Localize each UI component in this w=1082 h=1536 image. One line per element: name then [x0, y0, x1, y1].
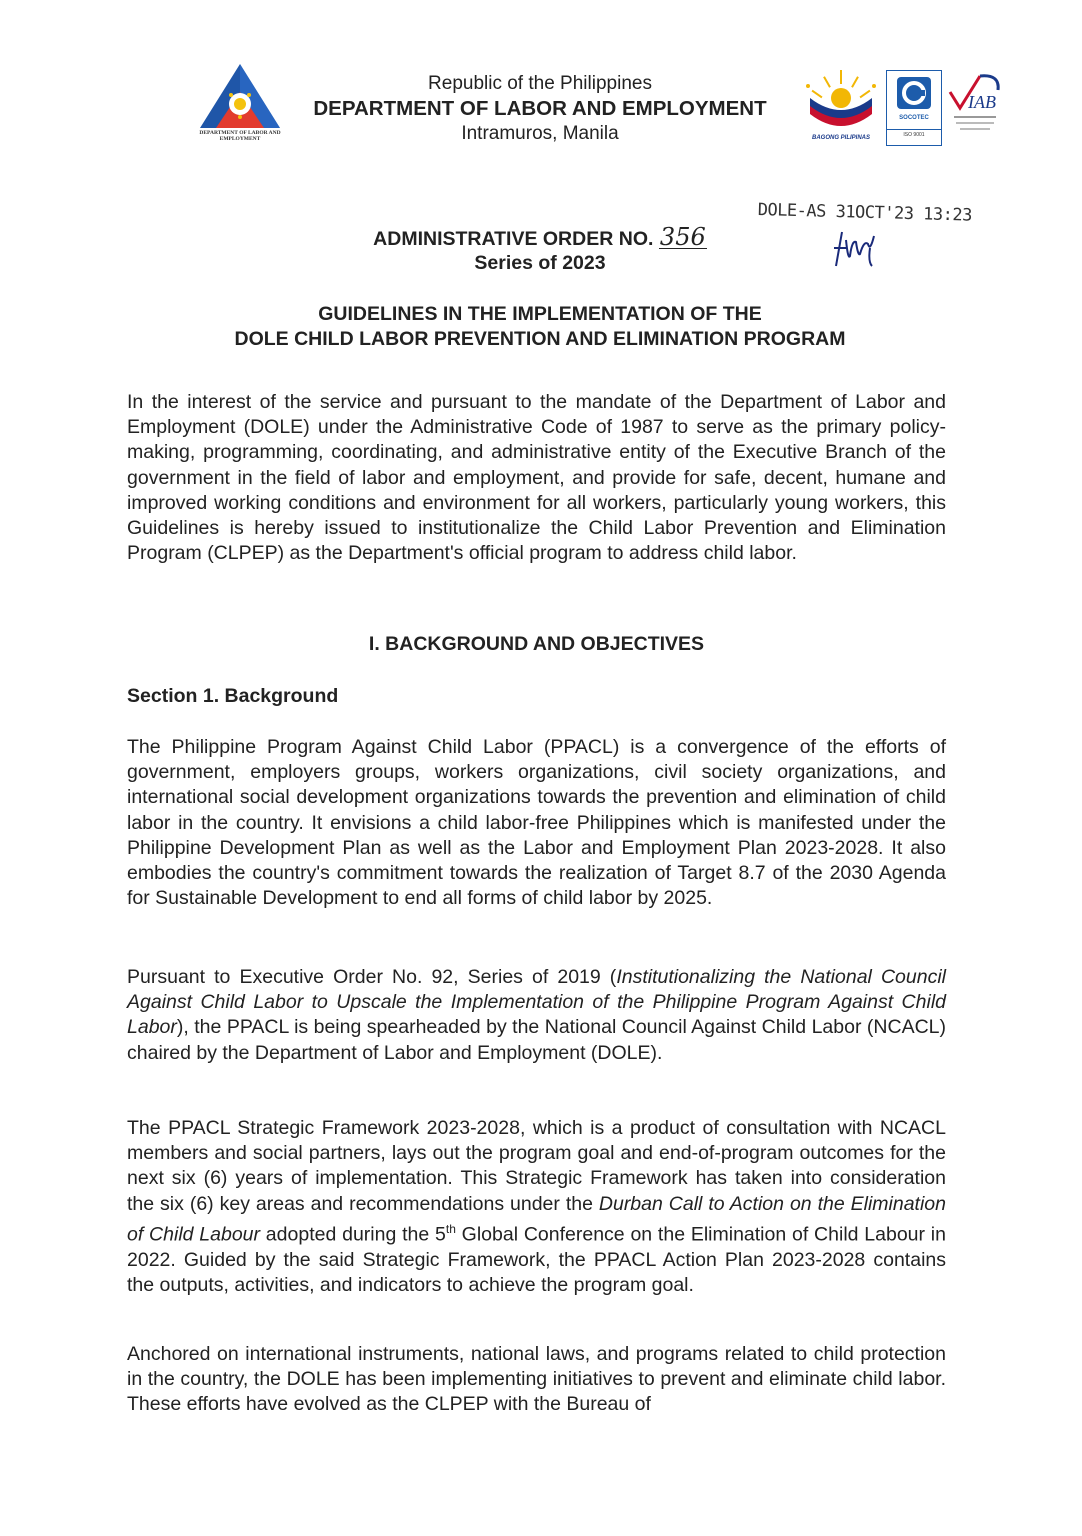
- bagong-pilipinas-logo: [802, 68, 880, 148]
- part-heading: I. BACKGROUND AND OBJECTIVES: [368, 633, 705, 655]
- country-name: Republic of the Philippines: [428, 73, 652, 94]
- cert-iso: ISO 9001: [887, 129, 941, 138]
- iab-accreditation-logo: [946, 72, 1002, 148]
- cert-name: SOCOTEC: [899, 115, 929, 121]
- p3-text-italic: Durban Call to Action on the Elimination of Child Labour: [127, 1192, 946, 1246]
- intro-paragraph: In the interest of the service and pursuant to the mandate of the Department of Labor and Employment (DOLE) under the Administrative Code of 1987 to serve as the primary policy-making, programming, coordinating, and administrative entity of the Executive Branch of the government in the field of labor and employment, and provide for safe, decent, humane and improved working conditions and environment for all workers, particularly young workers, this Guidelines is hereby issued to institutionalize the Child Labor Prevention and Elimination Program (CLPEP) as the Department's official program to address child labor.: [127, 391, 946, 565]
- p3-ordinal: 5: [435, 1223, 446, 1246]
- p3-text-c: Global Conference on the Elimination of Child Labour in 2022. Guided by the said Strategic Framework, the PPACL Action Plan 2023-2028 contains the outputs, activities, and indicators to achieve the program goal.: [127, 1223, 946, 1296]
- logo-caption: DEPARTMENT OF LABOR AND EMPLOYMENT: [199, 130, 281, 142]
- p3-ordinal-suffix: th: [445, 1221, 456, 1236]
- receiving-stamp: DOLE-AS 31OCT'23 13:23: [757, 200, 973, 226]
- title-line-1: GUIDELINES IN THE IMPLEMENTATION OF THE: [318, 303, 762, 325]
- section-heading: Section 1. Background: [127, 685, 339, 707]
- order-label: ADMINISTRATIVE ORDER NO.: [373, 228, 654, 250]
- agency-name: DEPARTMENT OF LABOR AND EMPLOYMENT: [313, 97, 767, 120]
- p2-text-b: ), the PPACL is being spearheaded by the National Council Against Child Labor (NCACL) chaired by the Department of Labor and Employment (DOLE).: [127, 1016, 946, 1064]
- agency-header: [280, 72, 800, 146]
- background-paragraph-2: [127, 965, 946, 1066]
- title-line-2: DOLE CHILD LABOR PREVENTION AND ELIMINATION PROGRAM: [234, 328, 846, 350]
- document-title: [140, 302, 940, 352]
- iab-text: IAB: [968, 92, 996, 112]
- order-number: 356: [659, 223, 706, 251]
- p3-text-b: adopted during the: [260, 1223, 435, 1246]
- p2-text-italic: Institutionalizing the National Council Against Child Labor to Upscale the Implementation of the Philippine Program Against Child Labor: [127, 966, 946, 1039]
- p2-text-a: Pursuant to Executive Order No. 92, Series of 2019 (: [127, 966, 617, 988]
- order-line: [300, 223, 780, 251]
- background-paragraph-1: The Philippine Program Against Child Labor (PPACL) is a convergence of the efforts of government, employers groups, workers organizations, civil society organizations, and international social development organizations towards the prevention and elimination of child labor in the country. It envisions a child labor-free Philippines which is manifested under the Philippine Development Plan as well as the Labor and Employment Plan 2023-2028. It also embodies the country's commitment towards the realization of Target 8.7 of the 2030 Agenda for Sustainable Development to end all forms of child labor by 2025.: [127, 736, 946, 910]
- order-series: Series of 2023: [474, 252, 606, 274]
- p3-text-a: The PPACL Strategic Framework 2023-2028, which is a product of consultation with NCACL members and social partners, lays out the program goal and end-of-program outcomes for the next six (6) years of implementation. This Strategic Framework has taken into consideration the six (6) key areas and recommendations under the: [127, 1117, 946, 1215]
- bagong-caption: BAGONG PILIPINAS: [811, 135, 870, 141]
- handwritten-initials: [830, 226, 880, 268]
- socotec-cert-badge: [886, 70, 942, 146]
- dole-logo: [196, 62, 284, 158]
- background-paragraph-3: [127, 1116, 946, 1298]
- agency-location: Intramuros, Manila: [461, 123, 619, 144]
- background-paragraph-4: Anchored on international instruments, national laws, and programs related to child protection in the country, the DOLE has been implementing initiatives to prevent and eliminate child labor. These efforts have evolved as the CLPEP with the Bureau of: [127, 1343, 946, 1416]
